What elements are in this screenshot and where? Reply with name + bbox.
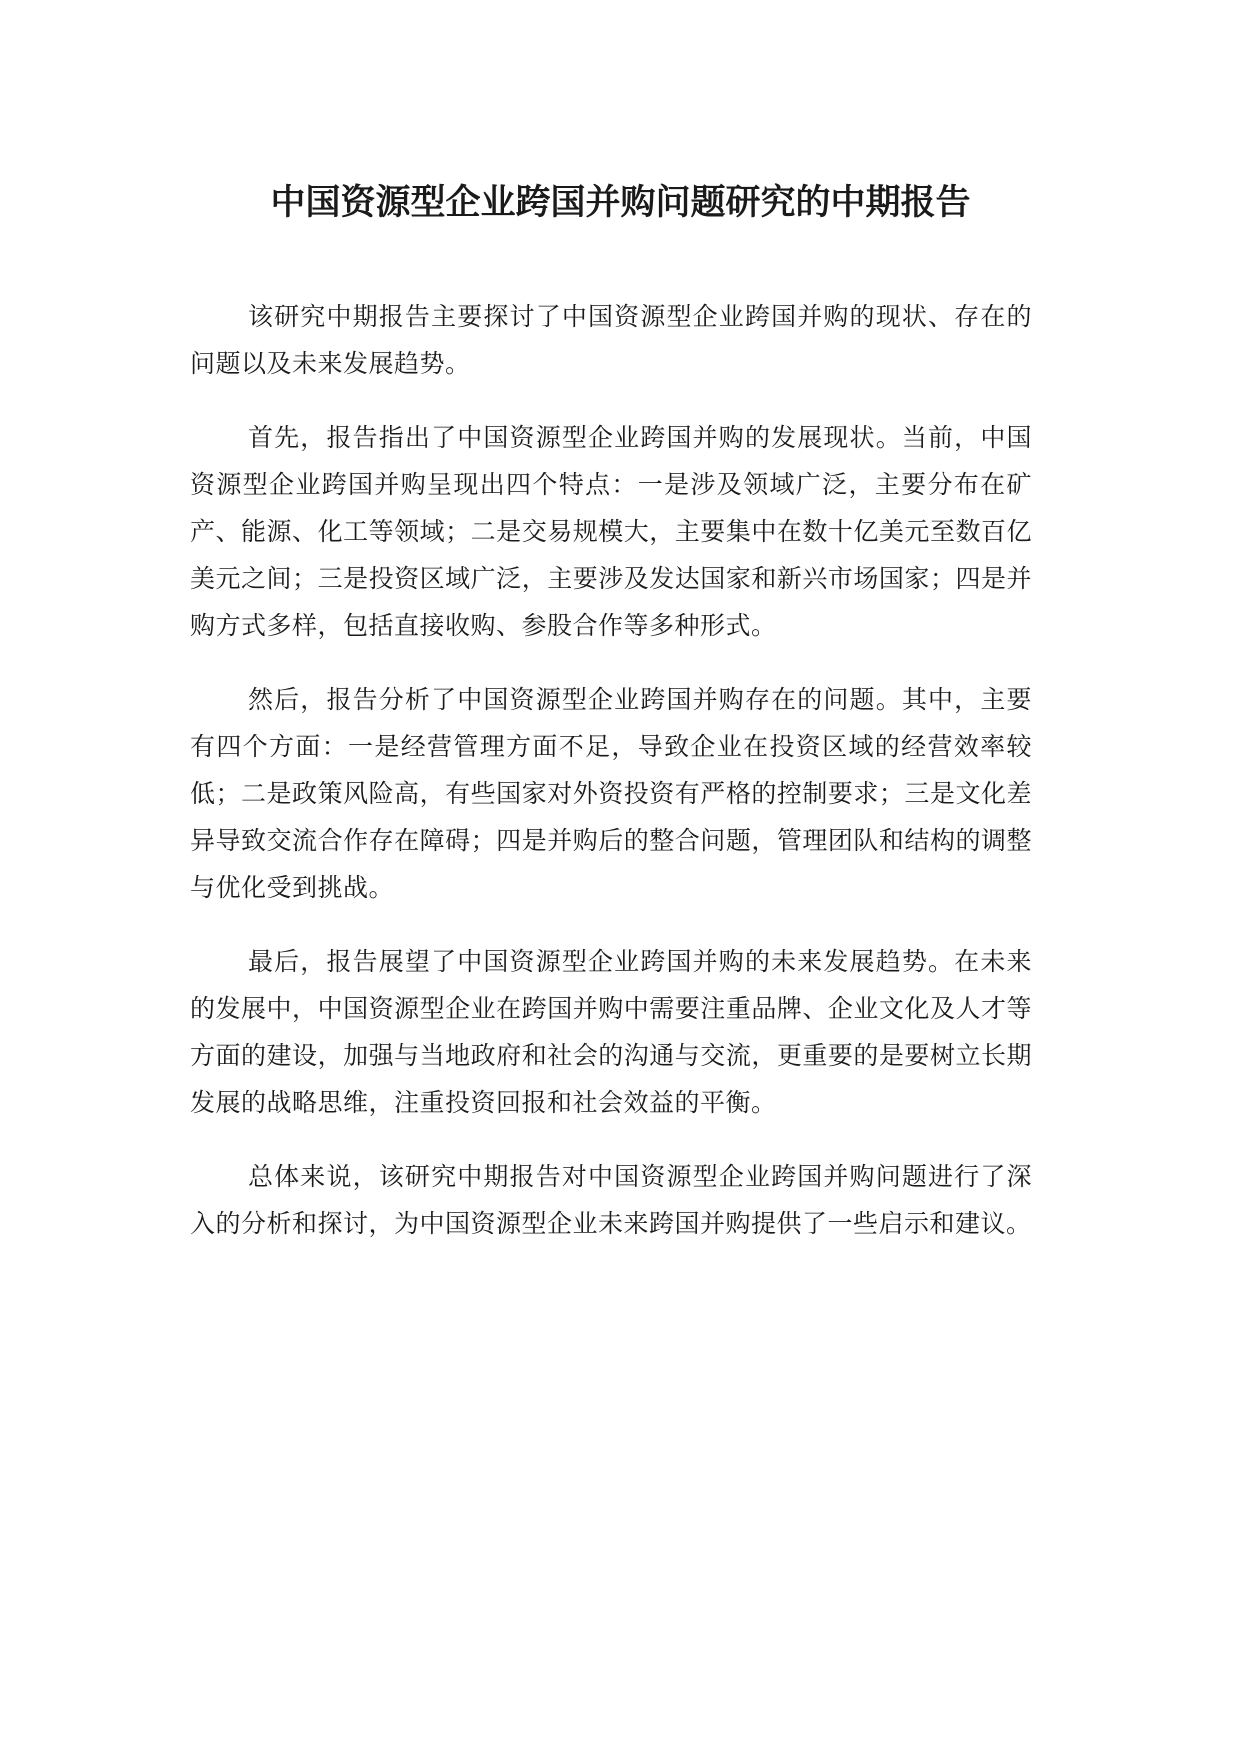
paragraph-intro: 该研究中期报告主要探讨了中国资源型企业跨国并购的现状、存在的问题以及未来发展趋势。 xyxy=(190,302,1032,378)
paragraph-conclusion: 总体来说，该研究中期报告对中国资源型企业跨国并购问题进行了深入的分析和探讨，为中国资源型企业未来跨国并购提供了一些启示和建议。 xyxy=(190,1162,1032,1238)
paragraph-problems: 然后，报告分析了中国资源型企业跨国并购存在的问题。其中，主要有四个方面：一是经营管理方面不足，导致企业在投资区域的经营效率较低；二是政策风险高，有些国家对外资投资有严格的控制要求；三是文化差异导致交流合作存在障碍；四是并购后的整合问题，管理团队和结构的调整与优化受到挑战。 xyxy=(190,685,1032,902)
paragraph-outlook: 最后，报告展望了中国资源型企业跨国并购的未来发展趋势。在未来的发展中，中国资源型企业在跨国并购中需要注重品牌、企业文化及人才等方面的建设，加强与当地政府和社会的沟通与交流，更重要的是要树立长期发展的战略思维，注重投资回报和社会效益的平衡。 xyxy=(190,947,1032,1117)
document-body xyxy=(190,293,1032,1274)
document-title: 中国资源型企业跨国并购问题研究的中期报告 xyxy=(270,183,971,223)
paragraph-current-status: 首先，报告指出了中国资源型企业跨国并购的发展现状。当前，中国资源型企业跨国并购呈现出四个特点：一是涉及领域广泛，主要分布在矿产、能源、化工等领域；二是交易规模大，主要集中在数十亿美元至数百亿美元之间；三是投资区域广泛，主要涉及发达国家和新兴市场国家；四是并购方式多样，包括直接收购、参股合作等多种形式。 xyxy=(190,423,1032,640)
